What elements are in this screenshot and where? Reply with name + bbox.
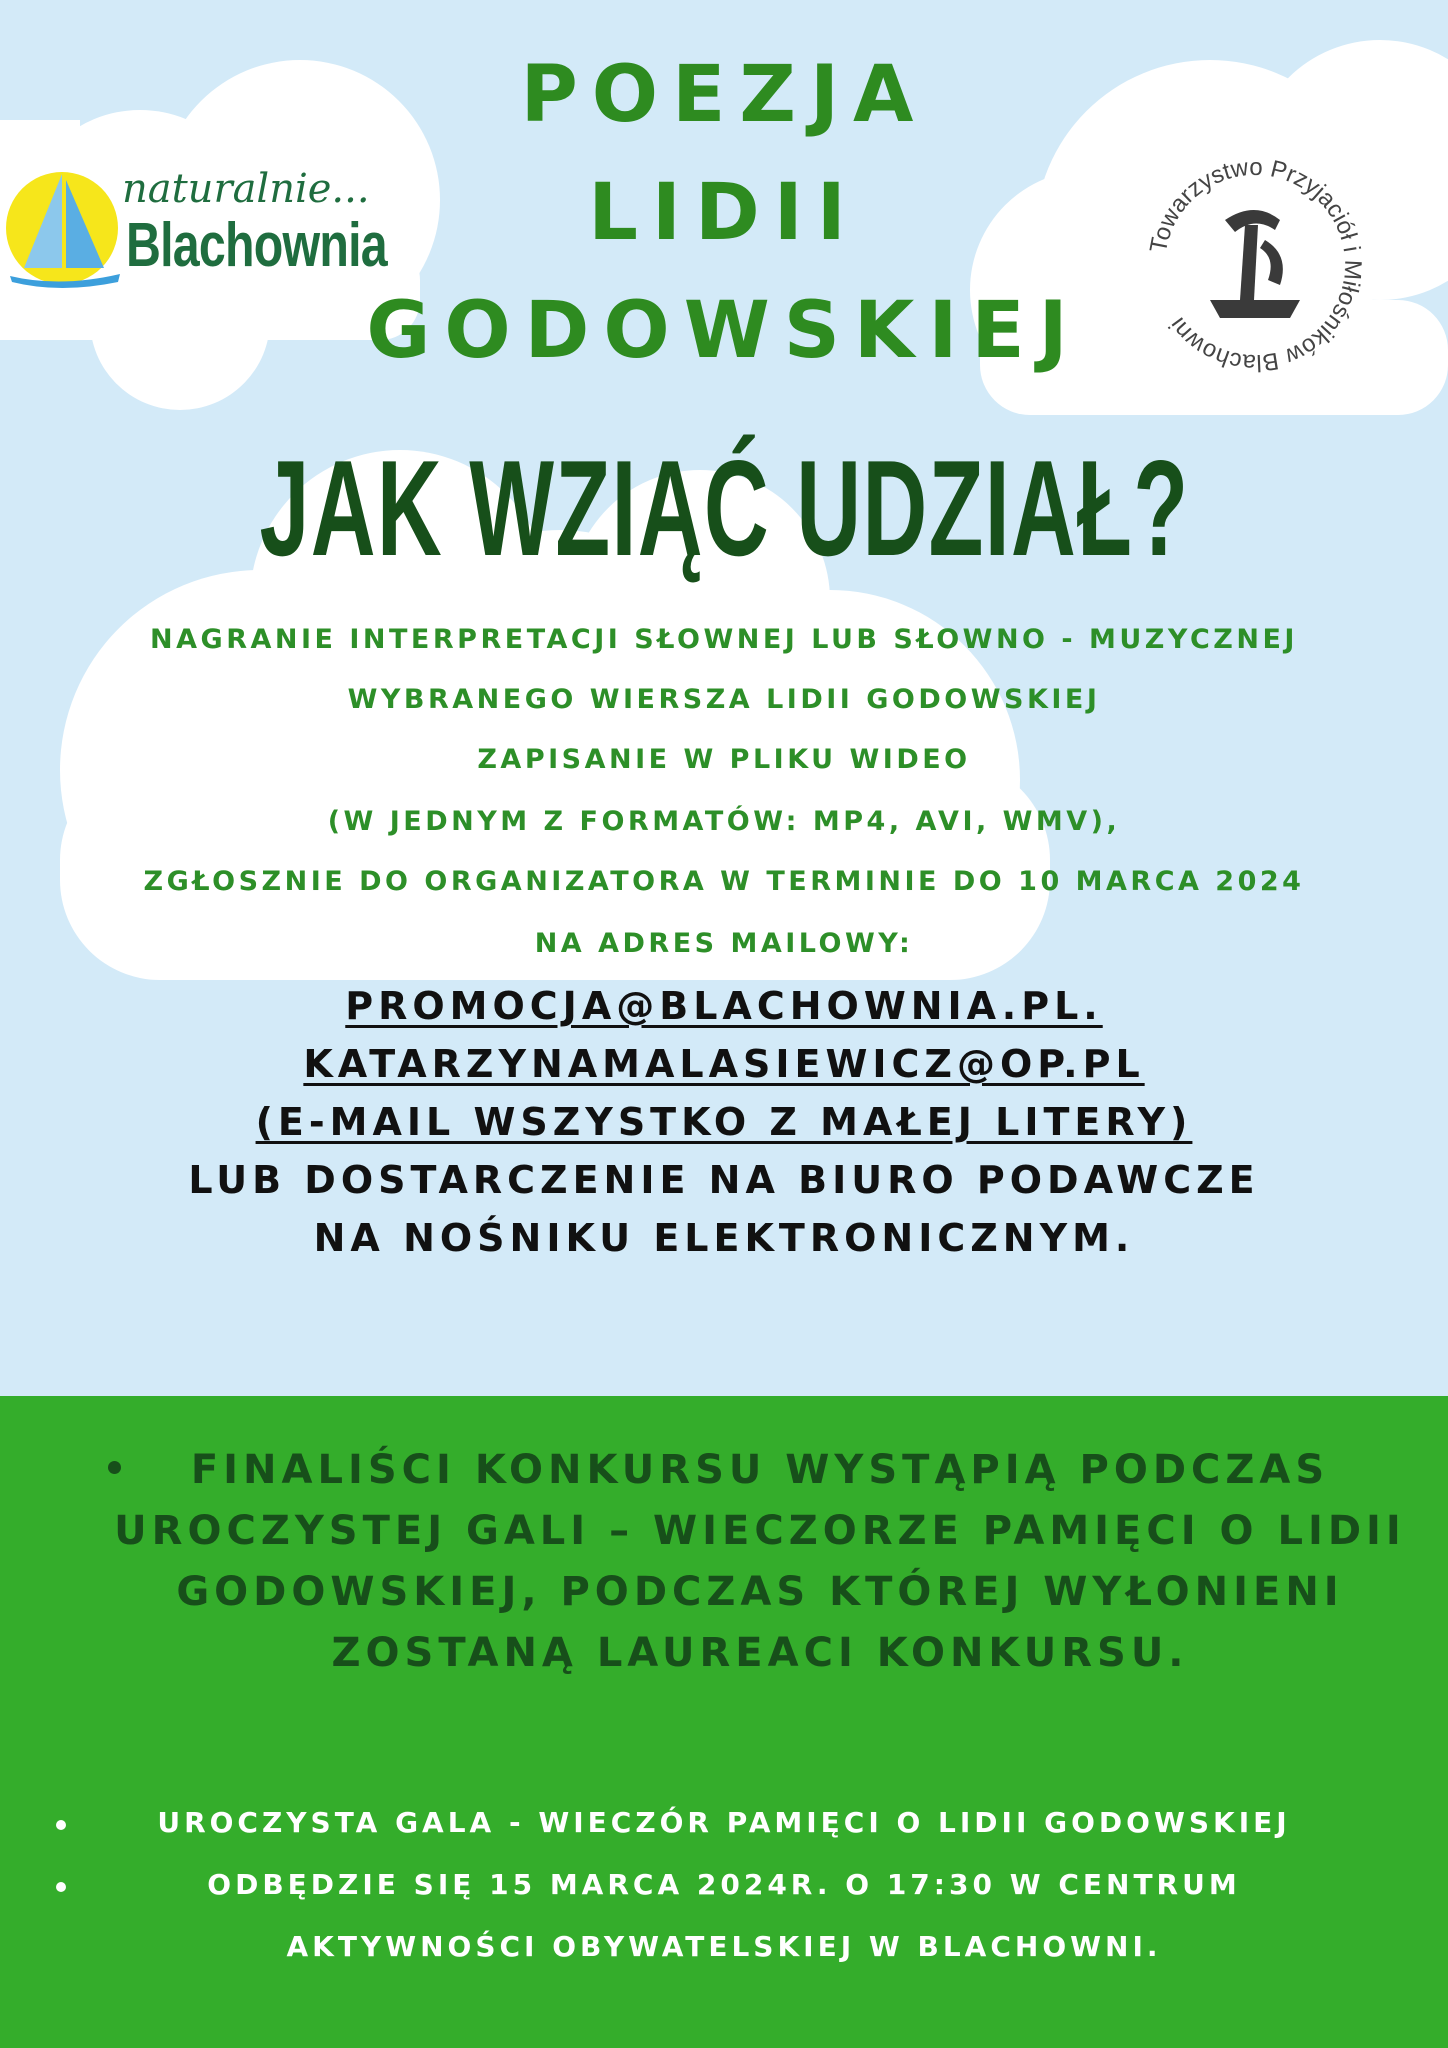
title-line-3: GODOWSKIEJ bbox=[366, 286, 1082, 376]
email-katarzyna[interactable] bbox=[0, 1042, 1448, 1086]
email-promocja-link[interactable]: PROMOCJA@BLACHOWNIA.PL. bbox=[345, 984, 1103, 1028]
title-line-1: POEZJA bbox=[520, 50, 928, 140]
email-promocja[interactable] bbox=[0, 984, 1448, 1028]
logo-tagline: naturalnie... bbox=[122, 166, 370, 212]
headline-text: JAK WZIĄĆ UDZIAŁ? bbox=[259, 432, 1189, 584]
gala-line-1: UROCZYSTA GALA - WIECZÓR PAMIĘCI O LIDII GODOWSKIEJ bbox=[157, 1806, 1291, 1839]
instruction-line-5: ZGŁOSZNIE DO ORGANIZATORA W TERMINIE DO 10 MARCA 2024 bbox=[143, 866, 1305, 897]
email-katarzyna-link[interactable]: KATARZYNAMALASIEWICZ@OP.PL bbox=[303, 1042, 1145, 1086]
finalists-text: FINALIŚCI KONKURSU WYSTĄPIĄ PODCZAS UROCZYSTEJ GALI – WIECZORZE PAMIĘCI O LIDII GODOWSKIEJ, PODCZAS KTÓREJ WYŁONIENI ZOSTANĄ LAUREACI KONKURSU. bbox=[114, 1447, 1406, 1676]
instruction-line-6: NA ADRES MAILOWY: bbox=[534, 928, 914, 959]
title-line-2: LIDII bbox=[588, 168, 860, 258]
email-note-text: (E-MAIL WSZYSTKO Z MAŁEJ LITERY) bbox=[255, 1100, 1193, 1144]
svg-text:Towarzystwo Przyjaciół i Miłoś: Towarzystwo Przyjaciół i Miłośników Blachowni bbox=[1144, 153, 1367, 377]
logo-wordmark: Blachownia bbox=[126, 211, 387, 280]
email-note bbox=[0, 1100, 1448, 1144]
instruction-line-4: (W JEDNYM Z FORMATÓW: MP4, AVI, WMV), bbox=[327, 806, 1121, 837]
instruction-line-2: WYBRANEGO WIERSZA LIDII GODOWSKIEJ bbox=[347, 684, 1101, 715]
instruction-line-1: NAGRANIE INTERPRETACJI SŁOWNEJ LUB SŁOWNO - MUZYCZNEJ bbox=[150, 624, 1298, 655]
delivery-line-2: NA NOŚNIKU ELEKTRONICZNYM. bbox=[313, 1216, 1135, 1260]
headline bbox=[0, 430, 1448, 586]
instruction-line-3: ZAPISANIE W PLIKU WIDEO bbox=[477, 744, 971, 775]
gala-line-2: ODBĘDZIE SIĘ 15 MARCA 2024R. O 17:30 W CENTRUM bbox=[207, 1868, 1241, 1901]
gala-line-3: AKTYWNOŚCI OBYWATELSKIEJ W BLACHOWNI. bbox=[286, 1930, 1162, 1963]
delivery-line-1: LUB DOSTARCZENIE NA BIURO PODAWCZE bbox=[188, 1158, 1260, 1202]
